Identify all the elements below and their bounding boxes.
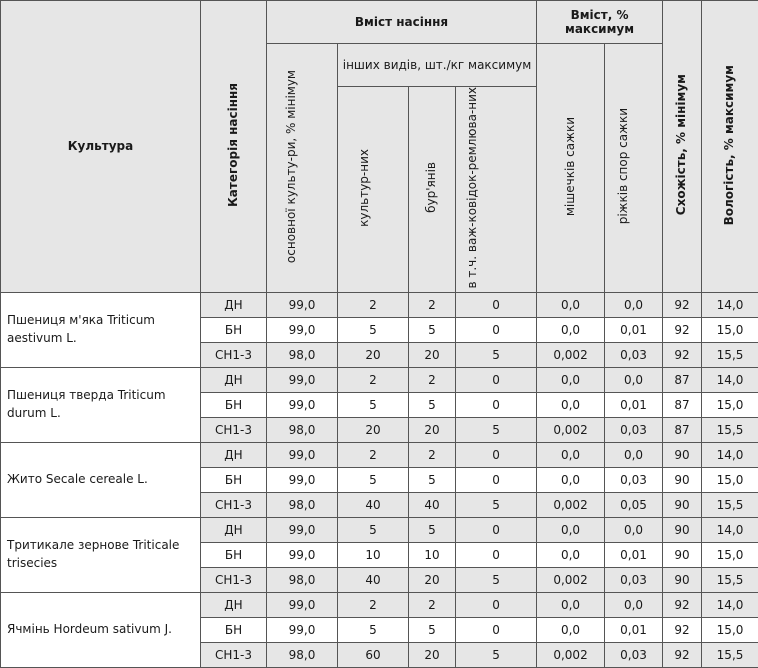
value-cell: 2 xyxy=(338,292,409,317)
value-cell: 5 xyxy=(409,392,456,417)
value-cell: 15,0 xyxy=(702,542,758,567)
header-seed-content: Вміст насіння xyxy=(267,1,537,44)
value-cell: 15,5 xyxy=(702,492,758,517)
value-cell: 5 xyxy=(456,567,537,592)
table-row xyxy=(1,292,758,317)
value-cell: 0,0 xyxy=(537,517,605,542)
value-cell: 2 xyxy=(409,442,456,467)
crop-name: Тритикале зернове Triticale trisecies xyxy=(1,517,201,592)
value-cell: 98,0 xyxy=(267,417,338,442)
crop-name: Ячмінь Hordeum sativum J. xyxy=(1,592,201,667)
value-cell: 0,05 xyxy=(605,492,663,517)
value-cell: 92 xyxy=(663,317,702,342)
category-cell: СН1-3 xyxy=(201,567,267,592)
value-cell: 5 xyxy=(456,417,537,442)
value-cell: 0 xyxy=(456,542,537,567)
value-cell: 20 xyxy=(338,342,409,367)
value-cell: 0 xyxy=(456,317,537,342)
value-cell: 20 xyxy=(338,417,409,442)
value-cell: 99,0 xyxy=(267,442,338,467)
header-moisture: Вологість, % максимум xyxy=(702,1,758,293)
value-cell: 5 xyxy=(409,517,456,542)
value-cell: 0,0 xyxy=(605,442,663,467)
value-cell: 99,0 xyxy=(267,467,338,492)
value-cell: 87 xyxy=(663,417,702,442)
value-cell: 20 xyxy=(409,567,456,592)
category-cell: БН xyxy=(201,542,267,567)
value-cell: 90 xyxy=(663,517,702,542)
value-cell: 5 xyxy=(338,517,409,542)
value-cell: 87 xyxy=(663,367,702,392)
header-category: Категорія насіння xyxy=(201,1,267,293)
category-cell: СН1-3 xyxy=(201,417,267,442)
value-cell: 15,0 xyxy=(702,392,758,417)
value-cell: 92 xyxy=(663,342,702,367)
crop-name: Пшениця м'яка Triticum aestivum L. xyxy=(1,292,201,367)
header-smut-bags: мішечків сажки xyxy=(537,44,605,293)
value-cell: 15,5 xyxy=(702,567,758,592)
value-cell: 2 xyxy=(409,592,456,617)
value-cell: 0,01 xyxy=(605,317,663,342)
value-cell: 40 xyxy=(338,567,409,592)
value-cell: 90 xyxy=(663,567,702,592)
value-cell: 0,002 xyxy=(537,417,605,442)
value-cell: 0,0 xyxy=(537,592,605,617)
header-cultivated: культур-них xyxy=(338,87,409,293)
value-cell: 98,0 xyxy=(267,567,338,592)
category-cell: ДН xyxy=(201,442,267,467)
table-row xyxy=(1,517,758,542)
value-cell: 2 xyxy=(338,442,409,467)
value-cell: 0,03 xyxy=(605,342,663,367)
value-cell: 92 xyxy=(663,292,702,317)
value-cell: 5 xyxy=(338,617,409,642)
value-cell: 0,0 xyxy=(537,392,605,417)
value-cell: 0,03 xyxy=(605,642,663,667)
table-row xyxy=(1,442,758,467)
category-cell: ДН xyxy=(201,292,267,317)
category-cell: ДН xyxy=(201,367,267,392)
value-cell: 15,0 xyxy=(702,617,758,642)
value-cell: 0 xyxy=(456,442,537,467)
value-cell: 0 xyxy=(456,592,537,617)
category-cell: ДН xyxy=(201,592,267,617)
category-cell: СН1-3 xyxy=(201,342,267,367)
value-cell: 2 xyxy=(409,367,456,392)
value-cell: 5 xyxy=(338,392,409,417)
value-cell: 0,002 xyxy=(537,567,605,592)
header-hard-to-separate: в т.ч. важ-ковідок-ремлюва-них xyxy=(456,87,537,293)
value-cell: 5 xyxy=(456,342,537,367)
table-row xyxy=(1,592,758,617)
value-cell: 14,0 xyxy=(702,517,758,542)
header-smut-horns: ріжків спор сажки xyxy=(605,44,663,293)
value-cell: 90 xyxy=(663,467,702,492)
value-cell: 92 xyxy=(663,592,702,617)
value-cell: 10 xyxy=(409,542,456,567)
value-cell: 14,0 xyxy=(702,292,758,317)
header-main-crop: основної культу-ри, % мінімум xyxy=(267,44,338,293)
value-cell: 0 xyxy=(456,392,537,417)
value-cell: 0 xyxy=(456,292,537,317)
value-cell: 92 xyxy=(663,642,702,667)
value-cell: 0,0 xyxy=(537,542,605,567)
value-cell: 99,0 xyxy=(267,517,338,542)
category-cell: СН1-3 xyxy=(201,492,267,517)
value-cell: 99,0 xyxy=(267,392,338,417)
value-cell: 0,0 xyxy=(605,367,663,392)
category-cell: ДН xyxy=(201,517,267,542)
category-cell: БН xyxy=(201,467,267,492)
value-cell: 0,0 xyxy=(537,617,605,642)
table-row xyxy=(1,367,758,392)
value-cell: 5 xyxy=(338,467,409,492)
value-cell: 0,0 xyxy=(605,292,663,317)
value-cell: 0,0 xyxy=(537,467,605,492)
value-cell: 0,0 xyxy=(605,592,663,617)
value-cell: 0 xyxy=(456,617,537,642)
value-cell: 0,03 xyxy=(605,567,663,592)
header-weeds: бур'янів xyxy=(409,87,456,293)
header-germination: Схожість, % мінімум xyxy=(663,1,702,293)
value-cell: 0,03 xyxy=(605,467,663,492)
value-cell: 10 xyxy=(338,542,409,567)
crop-name: Жито Secale cereale L. xyxy=(1,442,201,517)
category-cell: БН xyxy=(201,317,267,342)
value-cell: 5 xyxy=(409,317,456,342)
value-cell: 0 xyxy=(456,517,537,542)
value-cell: 0,01 xyxy=(605,392,663,417)
value-cell: 90 xyxy=(663,492,702,517)
category-cell: БН xyxy=(201,617,267,642)
crop-name: Пшениця тверда Triticum durum L. xyxy=(1,367,201,442)
value-cell: 0,03 xyxy=(605,417,663,442)
value-cell: 0 xyxy=(456,467,537,492)
value-cell: 98,0 xyxy=(267,492,338,517)
header-content-max: Вміст, % максимум xyxy=(537,1,663,44)
value-cell: 0,002 xyxy=(537,492,605,517)
value-cell: 0,0 xyxy=(537,442,605,467)
value-cell: 98,0 xyxy=(267,642,338,667)
value-cell: 15,5 xyxy=(702,342,758,367)
value-cell: 90 xyxy=(663,442,702,467)
value-cell: 40 xyxy=(409,492,456,517)
value-cell: 15,0 xyxy=(702,467,758,492)
category-cell: БН xyxy=(201,392,267,417)
value-cell: 20 xyxy=(409,642,456,667)
value-cell: 60 xyxy=(338,642,409,667)
value-cell: 0,0 xyxy=(537,367,605,392)
value-cell: 40 xyxy=(338,492,409,517)
value-cell: 20 xyxy=(409,417,456,442)
value-cell: 92 xyxy=(663,617,702,642)
value-cell: 0 xyxy=(456,367,537,392)
value-cell: 99,0 xyxy=(267,317,338,342)
value-cell: 5 xyxy=(456,642,537,667)
value-cell: 99,0 xyxy=(267,617,338,642)
value-cell: 14,0 xyxy=(702,592,758,617)
value-cell: 0,0 xyxy=(537,292,605,317)
value-cell: 2 xyxy=(338,592,409,617)
value-cell: 99,0 xyxy=(267,542,338,567)
value-cell: 98,0 xyxy=(267,342,338,367)
value-cell: 5 xyxy=(338,317,409,342)
header-crop: Культура xyxy=(1,1,201,293)
value-cell: 99,0 xyxy=(267,292,338,317)
value-cell: 14,0 xyxy=(702,367,758,392)
value-cell: 14,0 xyxy=(702,442,758,467)
value-cell: 0,0 xyxy=(537,317,605,342)
value-cell: 15,5 xyxy=(702,642,758,667)
value-cell: 0,01 xyxy=(605,542,663,567)
value-cell: 90 xyxy=(663,542,702,567)
category-cell: СН1-3 xyxy=(201,642,267,667)
value-cell: 99,0 xyxy=(267,367,338,392)
value-cell: 15,0 xyxy=(702,317,758,342)
value-cell: 20 xyxy=(409,342,456,367)
value-cell: 0,002 xyxy=(537,642,605,667)
value-cell: 5 xyxy=(409,467,456,492)
value-cell: 99,0 xyxy=(267,592,338,617)
value-cell: 0,0 xyxy=(605,517,663,542)
value-cell: 15,5 xyxy=(702,417,758,442)
value-cell: 2 xyxy=(409,292,456,317)
value-cell: 87 xyxy=(663,392,702,417)
value-cell: 0,01 xyxy=(605,617,663,642)
value-cell: 2 xyxy=(338,367,409,392)
value-cell: 5 xyxy=(409,617,456,642)
header-other-species: інших видів, шт./кг максимум xyxy=(338,44,537,87)
value-cell: 5 xyxy=(456,492,537,517)
value-cell: 0,002 xyxy=(537,342,605,367)
